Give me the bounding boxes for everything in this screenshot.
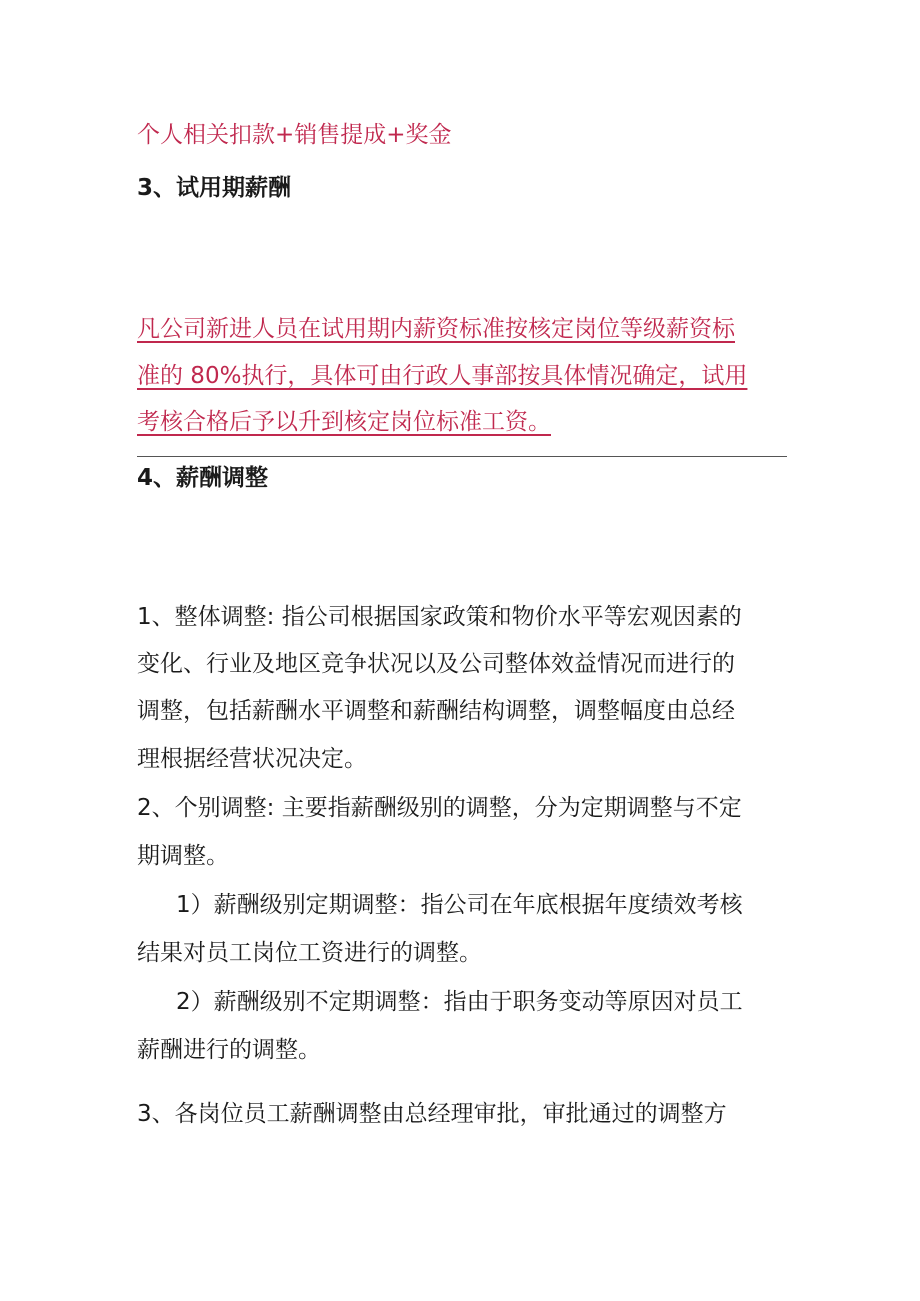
bonus-line: 个人相关扣款+销售提成+奖金: [137, 122, 452, 148]
probation-para-line-2: 准的 80%执行，具体可由行政人事部按具体情况确定，试用: [137, 363, 748, 389]
sub2-line-1: 2）薪酬级别不定期调整：指由于职务变动等原因对员工: [176, 989, 743, 1015]
item1-line-3: 调整，包括薪酬水平调整和薪酬结构调整，调整幅度由总经: [137, 698, 735, 724]
sub2-line-2: 薪酬进行的调整。: [137, 1037, 321, 1063]
heading-salary-adjustment: 4、薪酬调整: [137, 465, 269, 491]
item3-line-1: 3、各岗位员工薪酬调整由总经理审批，审批通过的调整方: [137, 1101, 727, 1127]
probation-para-line-1: 凡公司新进人员在试用期内薪资标准按核定岗位等级薪资标: [137, 316, 735, 342]
item1-line-2: 变化、行业及地区竞争状况以及公司整体效益情况而进行的: [137, 651, 735, 677]
section-divider: [137, 456, 787, 457]
item1-line-1: 1、整体调整: 指公司根据国家政策和物价水平等宏观因素的: [137, 604, 742, 630]
probation-para-line-3: 考核合格后予以升到核定岗位标准工资。: [137, 409, 551, 435]
sub1-line-1: 1）薪酬级别定期调整：指公司在年底根据年度绩效考核: [176, 892, 743, 918]
sub1-line-2: 结果对员工岗位工资进行的调整。: [137, 940, 482, 966]
item2-line-2: 期调整。: [137, 843, 229, 869]
heading-probation-pay: 3、试用期薪酬: [137, 175, 292, 201]
item2-line-1: 2、个别调整: 主要指薪酬级别的调整，分为定期调整与不定: [137, 795, 742, 821]
item1-line-4: 理根据经营状况决定。: [137, 746, 367, 772]
